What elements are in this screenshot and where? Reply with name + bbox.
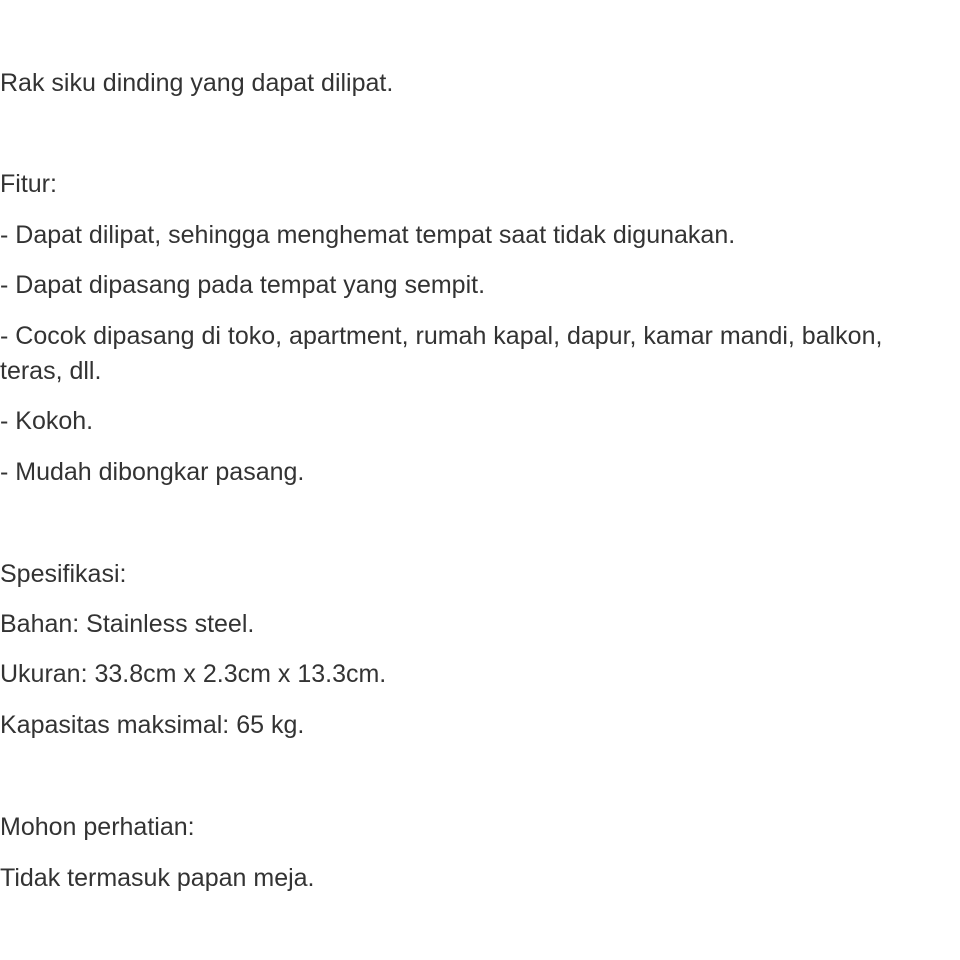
feature-item: - Kokoh. (0, 407, 94, 435)
spec-item: Ukuran: 33.8cm x 2.3cm x 13.3cm. (0, 660, 387, 688)
specs-heading: Spesifikasi: (0, 560, 127, 588)
feature-item: - Dapat dilipat, sehingga menghemat tempat saat tidak digunakan. (0, 221, 736, 249)
feature-item: - Mudah dibongkar pasang. (0, 458, 305, 486)
notice-heading: Mohon perhatian: (0, 813, 195, 841)
spec-item: Bahan: Stainless steel. (0, 610, 255, 638)
feature-item: - Cocok dipasang di toko, apartment, rumah kapal, dapur, kamar mandi, balkon, teras, dll. (0, 322, 883, 385)
intro-text: Rak siku dinding yang dapat dilipat. (0, 69, 394, 97)
notice-text: Tidak termasuk papan meja. (0, 864, 315, 892)
feature-item: - Dapat dipasang pada tempat yang sempit. (0, 271, 486, 299)
features-heading: Fitur: (0, 170, 57, 198)
spec-item: Kapasitas maksimal: 65 kg. (0, 711, 305, 739)
